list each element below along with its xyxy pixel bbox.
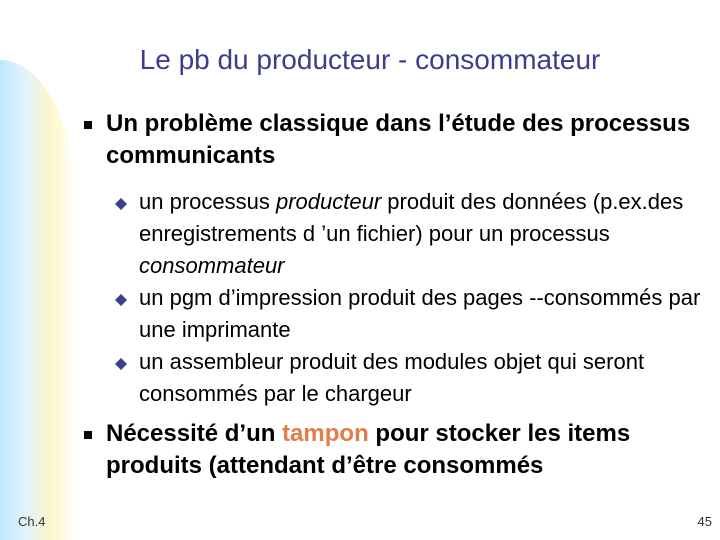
sub-bullet-text: un assembleur produit des modules objet qui seront consommés par le chargeur <box>139 349 645 406</box>
bullet-text: Un problème classique dans l’étude des processus communicants <box>106 110 691 169</box>
side-gradient-decoration <box>0 60 75 540</box>
page-number: 45 <box>697 514 712 529</box>
square-bullet-icon <box>84 431 92 439</box>
slide-content <box>84 108 704 482</box>
square-bullet-icon <box>84 121 92 129</box>
diamond-bullet-icon <box>115 198 127 204</box>
sub-bullet-text: un pgm d’impression produit des pages --consommés par une imprimante <box>139 285 701 342</box>
sub-bullet-item <box>113 282 704 346</box>
highlight-word: tampon <box>282 420 369 447</box>
bullet-item <box>84 108 704 172</box>
sub-bullet-item <box>113 186 704 282</box>
sub-bullet-item <box>113 346 704 410</box>
chapter-label: Ch.4 <box>18 514 46 529</box>
sub-bullet-text: un processus producteur produit des données (p.ex.des enregistrements d ’un fichier) pour un processus consommateur <box>139 189 684 278</box>
slide-title: Le pb du producteur - consommateur <box>139 44 601 75</box>
bullet-text: Nécessité d’un tampon pour stocker les items produits (attendant d’être consommés <box>106 420 631 479</box>
diamond-bullet-icon <box>115 358 127 364</box>
diamond-bullet-icon <box>115 294 127 300</box>
bullet-item <box>84 418 704 482</box>
